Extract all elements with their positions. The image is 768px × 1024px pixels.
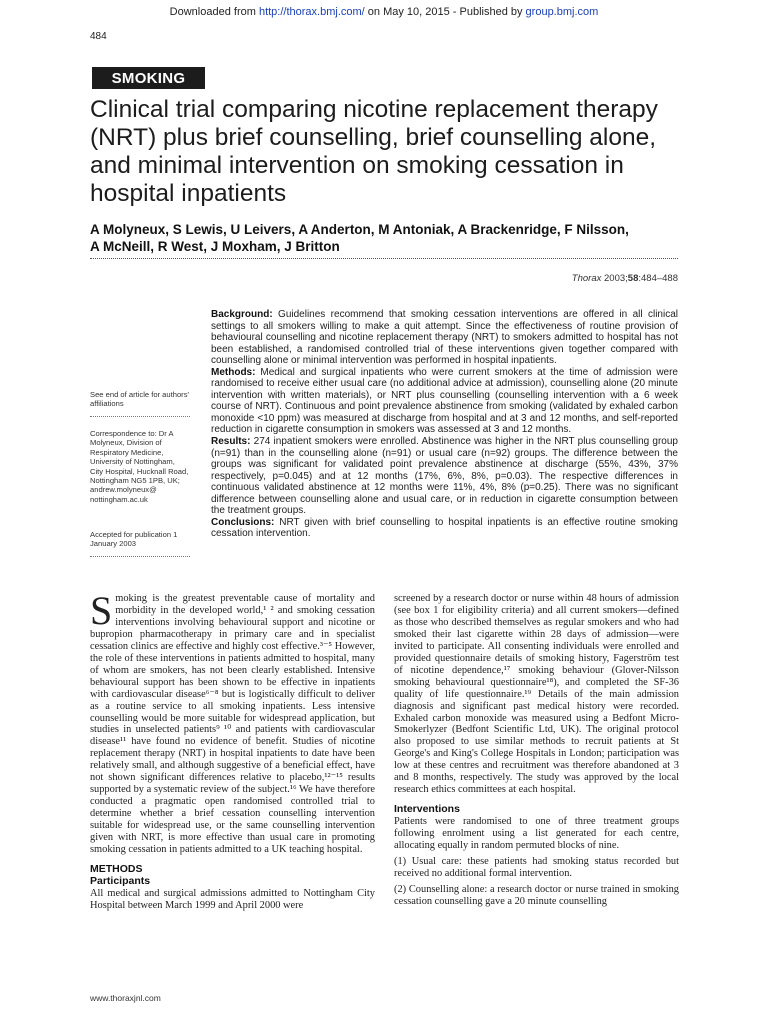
- affiliations-note: See end of article for authors' affiliations: [90, 390, 189, 409]
- sidebar-divider: [90, 416, 190, 417]
- journal-citation: Thorax 2003;58:484–488: [571, 273, 678, 284]
- author-list: [90, 221, 700, 255]
- intro-paragraph: Smoking is the greatest preventable cause of mortality and morbidity in the developed world,¹ ² and smoking cessation interventions involving behavioural support and nicotine or bupropion pharmacotherapy in primary care and in specialist cessation clinics are effective and highly cost effective.³⁻⁵ However, the role of these interventions in patients admitted to hospital, many of whom are smokers, has not been clearly established. Intensive behavioural support has been shown to be effective in inpatients with cardiovascular disease⁶⁻⁸ but is logistically difficult to deliver as a routine service to all smoking inpatients. Less intensive counselling would be more suitable for widespread application, but studies in unselected patients⁹ ¹⁰ and patients with cardiovascular disease¹¹ have found no evidence of benefit. Studies of nicotine replacement therapy (NRT) in hospital inpatients to date have been relatively small, and although suggestive of a beneficial effect, have not shown significant differences relative to placebo,¹²⁻¹⁵ results supported by a systematic review of the subject.¹⁶ We have therefore conducted a pragmatic open randomised controlled trial to determine whether a brief cessation counselling intervention suitable for widespread use, or the same counselling intervention given with NRT, is more effective than usual care in promoting smoking cessation in patients admitted to a UK teaching hospital.: [90, 588, 375, 856]
- footer-url[interactable]: www.thoraxjnl.com: [90, 993, 161, 1003]
- article-title: Clinical trial comparing nicotine replacement therapy (NRT) plus brief counselling, brief counselling alone, and minimal intervention on smoking cessation in hospital inpatients: [90, 96, 658, 207]
- body-column-left: [90, 588, 375, 912]
- thorax-link[interactable]: http://thorax.bmj.com/: [258, 6, 365, 18]
- interventions-paragraph: Patients were randomised to one of three treatment groups following enrolment using a list generated for each centre, allocating equally in random permuted blocks of nine.: [394, 816, 679, 852]
- drop-cap: S: [90, 588, 113, 633]
- correspondence-block: Correspondence to: Dr A Molyneux, Division of Respiratory Medicine, University of Nottingham, City Hospital, Hucknall Road, Nottingham NG5 1PB, UK; andrew.molyneux@ nottingham.ac.uk: [90, 429, 189, 504]
- interventions-heading: Interventions: [394, 803, 460, 816]
- usual-care-item: (1) Usual care: these patients had smoking status recorded but received no additional formal intervention.: [394, 856, 679, 879]
- page-number: 484: [90, 31, 107, 42]
- abstract-background: Background: Guidelines recommend that smoking cessation interventions are offered in all clinical settings to all smokers willing to make a quit attempt. Since the effectiveness of routine provision of behavioural counselling and nicotine replacement therapy (NRT) to smokers admitted to hospital has not been established, a randomised controlled trial of these interventions given together compared with counselling alone or minimal intervention was performed in hospital inpatients.: [211, 309, 678, 367]
- screening-paragraph: screened by a research doctor or nurse within 48 hours of admission (see box 1 for eligibility criteria) and all current smokers—defined as those who described themselves as regular smokers and who had smoked their last cigarette within 28 days of admission—were invited to participate. All consenting individuals were enrolled and provided questionnaire details of smoking history, Fagerström test of nicotine dependence,¹⁷ smoking behaviour (Glover-Nilsson smoking behavioural questionnaire¹⁸), and completed the SF-36 quality of life questionnaire.¹⁹ Details of the main admission diagnosis and significant past medical history were recorded. Exhaled carbon monoxide was measured using a Bedfont Micro-Smokerlyzer (Bedfont Scientific Ltd, UK). The original protocol also proposed to use similar methods to recruit patients at St George's and King's College Hospitals in London; participation was low at these centres and recruitment was therefore abandoned at 3 and 8 months, respectively. The study was approved by the local research ethics committees at each hospital.: [394, 593, 679, 796]
- abstract-conclusions: Conclusions: NRT given with brief counselling to hospital inpatients is an effective routine smoking cessation intervention.: [211, 516, 678, 540]
- body-column-right: [394, 593, 679, 908]
- abstract-methods: Methods: Medical and surgical inpatients who were current smokers at the time of admission were randomised to receive either usual care (no additional advice at admission), counselling alone (20 minute intervention with written materials), or NRT plus counselling (counselling intervention with a 6 week course of NRT). Continuous and point prevalence abstinence from smoking (validated by exhaled carbon monoxide <10 ppm) was measured at discharge from hospital and at 3 and 12 months, and self-reported reduction in cigarette consumption in smokers was assessed at 3 and 12 months.: [211, 366, 678, 436]
- group-bmj-link[interactable]: group.bmj.com: [525, 6, 599, 18]
- section-banner: SMOKING: [92, 67, 205, 89]
- authors-line-2: A McNeill, R West, J Moxham, J Britton: [90, 239, 340, 254]
- abstract-results: Results: 274 inpatient smokers were enrolled. Abstinence was higher in the NRT plus counselling group (n=91) than in the counselling alone (n=91) or usual care (n=92) groups. The difference between the groups was significant for validated point prevalence abstinence at discharge (55%, 43%, 37% respectively, p=0.045) and at 12 months (17%, 6%, 8%, p=0.03). The respective differences in continuous validated abstinence at 12 months were 11%, 4%, 8% (p=0.25). There was no significant difference between counselling alone and usual care, or in reduction in cigarette consumption between the treatment groups.: [211, 436, 678, 517]
- accepted-date: Accepted for publication 1 January 2003: [90, 530, 178, 549]
- counselling-alone-item: (2) Counselling alone: a research doctor or nurse trained in smoking cessation counselling gave a 20 minute counselling: [394, 883, 679, 907]
- abstract: [211, 309, 678, 540]
- download-banner: Downloaded from http://thorax.bmj.com/ on May 10, 2015 - Published by group.bmj.com: [169, 6, 599, 18]
- dotted-divider: [90, 258, 678, 259]
- participants-paragraph: All medical and surgical admissions admitted to Nottingham City Hospital between March 1999 and April 2000 were: [90, 887, 375, 911]
- methods-heading: METHODS: [90, 862, 143, 875]
- authors-line-1: A Molyneux, S Lewis, U Leivers, A Anderton, M Antoniak, A Brackenridge, F Nilsson,: [90, 222, 629, 237]
- sidebar-divider: [90, 556, 190, 557]
- participants-heading: Participants: [90, 874, 151, 887]
